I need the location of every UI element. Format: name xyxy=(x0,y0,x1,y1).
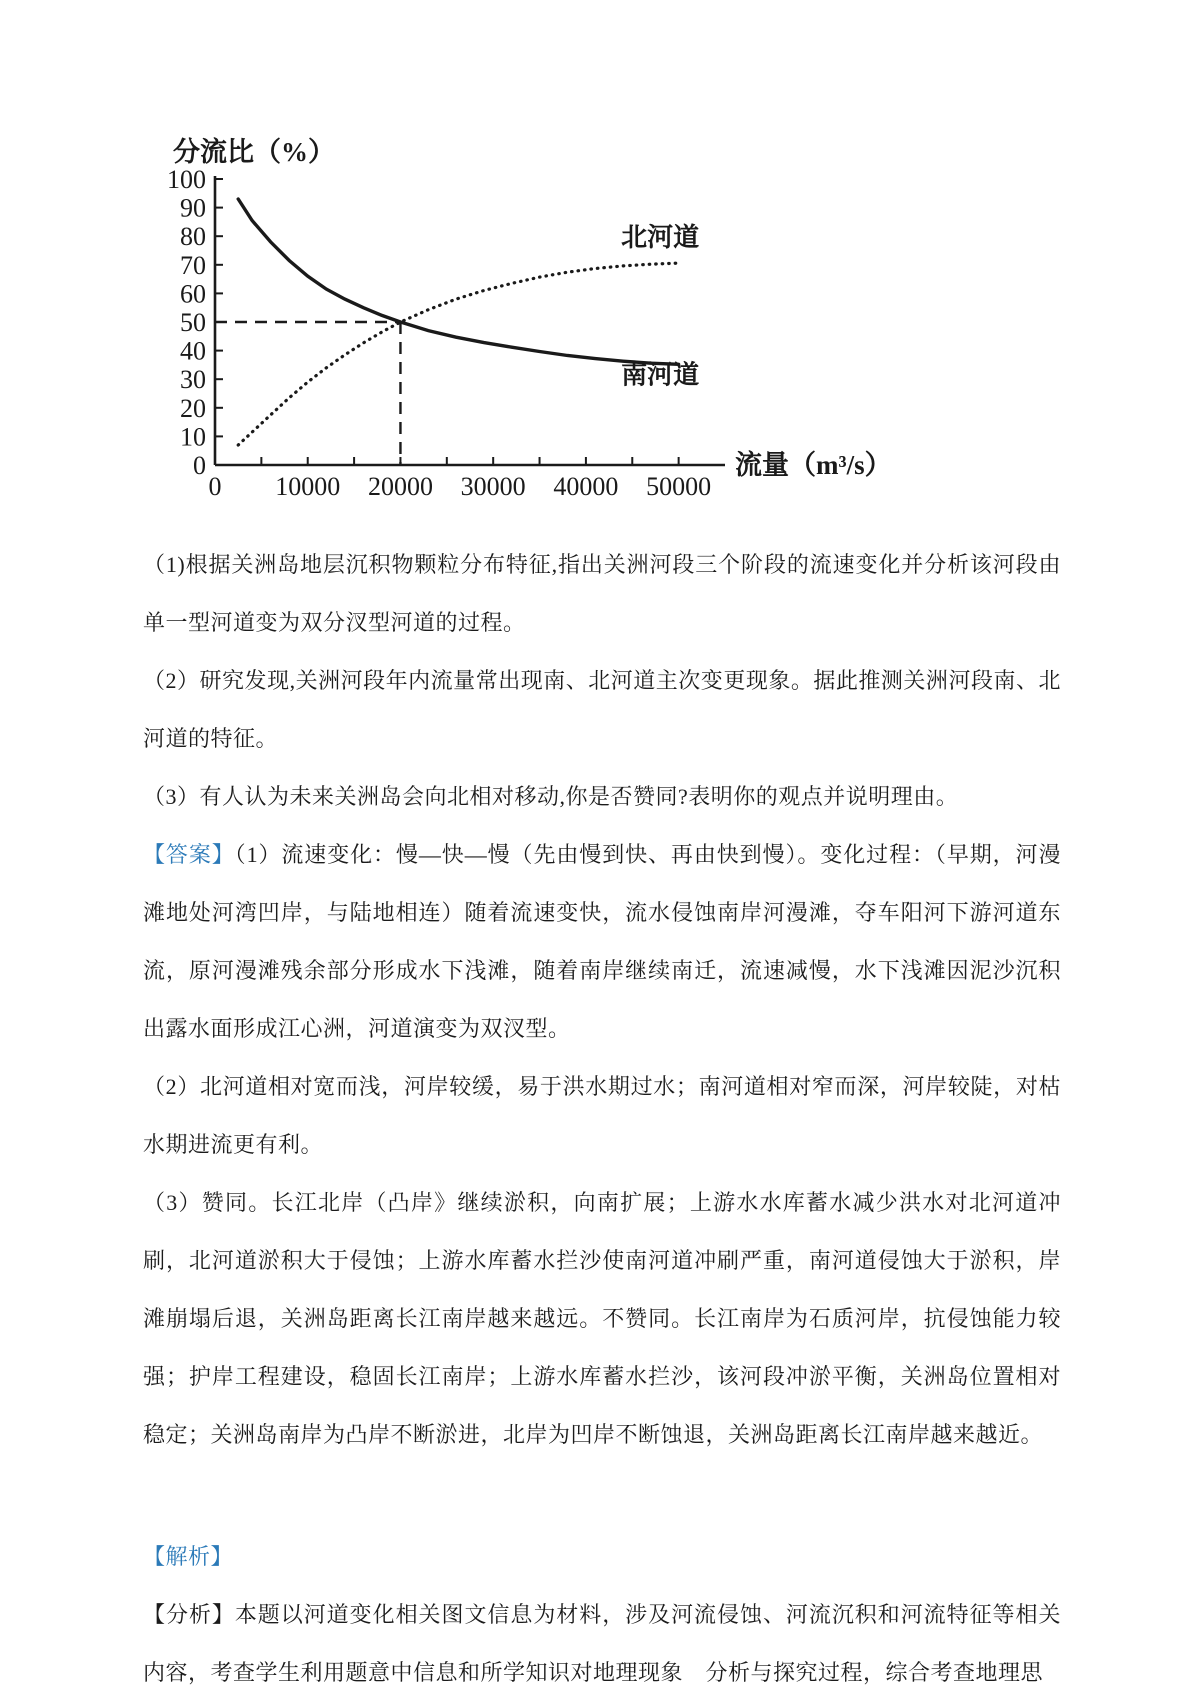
question-2: （2）研究发现,关洲河段年内流量常出现南、北河道主次变更现象。据此推测关洲河段南、北河道的特征。 xyxy=(143,668,1061,751)
y-tick-label: 60 xyxy=(180,279,206,309)
series-label: 北河道 xyxy=(621,223,700,253)
y-tick-label: 10 xyxy=(180,422,206,452)
x-tick-label: 40000 xyxy=(553,472,619,501)
question-1: （1)根据关洲岛地层沉积物颗粒分布特征,指出关洲河段三个阶段的流速变化并分析该河段由单一型河道变为双分汊型河道的过程。 xyxy=(143,552,1061,635)
y-tick-label: 50 xyxy=(180,308,206,337)
commentary-label: 【分析】 xyxy=(143,1602,235,1627)
answer-section xyxy=(143,826,1061,1464)
y-tick-label: 0 xyxy=(193,451,206,480)
flow-ratio-chart xyxy=(165,133,1061,530)
y-tick-label: 100 xyxy=(167,165,206,194)
y-tick-label: 40 xyxy=(180,336,206,366)
commentary-text: 本题以河道变化相关图文信息为材料，涉及河流侵蚀、河流沉积和河流特征等相关内容，考查学生利用题意中信息和所学知识对地理现象 分析与探究过程，综合考查地理思 xyxy=(143,1602,1061,1685)
chart-title: 分流比（%） xyxy=(173,137,335,167)
commentary-paragraph xyxy=(143,1586,1061,1698)
x-tick-label: 30000 xyxy=(460,472,526,501)
x-tick-label: 0 xyxy=(208,472,222,501)
answer-part-2: （2）北河道相对宽而浅，河岸较缓，易于洪水期过水；南河道相对窄而深，河岸较陡，对枯水期进流更有利。 xyxy=(143,1074,1061,1157)
answer-part-1 xyxy=(143,826,1061,1058)
chart-canvas xyxy=(165,133,915,525)
y-tick-label: 20 xyxy=(180,393,206,423)
x-tick-label: 10000 xyxy=(275,472,341,501)
x-axis-label: 流量（m³/s） xyxy=(735,450,892,480)
y-tick-label: 30 xyxy=(180,365,206,395)
answer-label: 【答案】 xyxy=(143,842,235,867)
analysis-label: 【解析】 xyxy=(143,1544,234,1569)
answer-part-1-text: （1）流速变化：慢—快—慢（先由慢到快、再由快到慢）。变化过程：（早期，河漫滩地处河湾凹岸，与陆地相连）随着流速变快，流水侵蚀南岸河漫滩，夺车阳河下游河道东流，原河漫滩残余部分形成水下浅滩，随着南岸继续南迁，流速减慢，水下浅滩因泥沙沉积出露水面形成江心洲，河道演变为双汊型。 xyxy=(143,842,1061,1041)
y-tick-label: 80 xyxy=(180,222,206,252)
question-section xyxy=(143,536,1061,826)
series-curve-dotted xyxy=(238,263,678,445)
x-tick-label: 20000 xyxy=(367,472,433,501)
series-curve-solid xyxy=(238,199,678,364)
question-3: （3）有人认为未来关洲岛会向北相对移动,你是否赞同?表明你的观点并说明理由。 xyxy=(143,784,959,809)
document-content xyxy=(143,133,1061,1698)
x-tick-label: 50000 xyxy=(646,472,712,501)
y-tick-label: 70 xyxy=(180,250,206,280)
series-label: 南河道 xyxy=(621,360,700,390)
y-tick-label: 90 xyxy=(180,193,206,223)
answer-part-3: （3）赞同。长江北岸（凸岸》继续淤积，向南扩展；上游水水库蓄水减少洪水对北河道冲刷，北河道淤积大于侵蚀；上游水库蓄水拦沙使南河道冲刷严重，南河道侵蚀大于淤积，岸滩崩塌后退，关洲岛距离长江南岸越来越远。不赞同。长江南岸为石质河岸，抗侵蚀能力较强；护岸工程建设，稳固长江南岸；上游水库蓄水拦沙，该河段冲淤平衡，关洲岛位置相对稳定；关洲岛南岸为凸岸不断淤进，北岸为凹岸不断蚀退，关洲岛距离长江南岸越来越近。 xyxy=(143,1190,1061,1447)
